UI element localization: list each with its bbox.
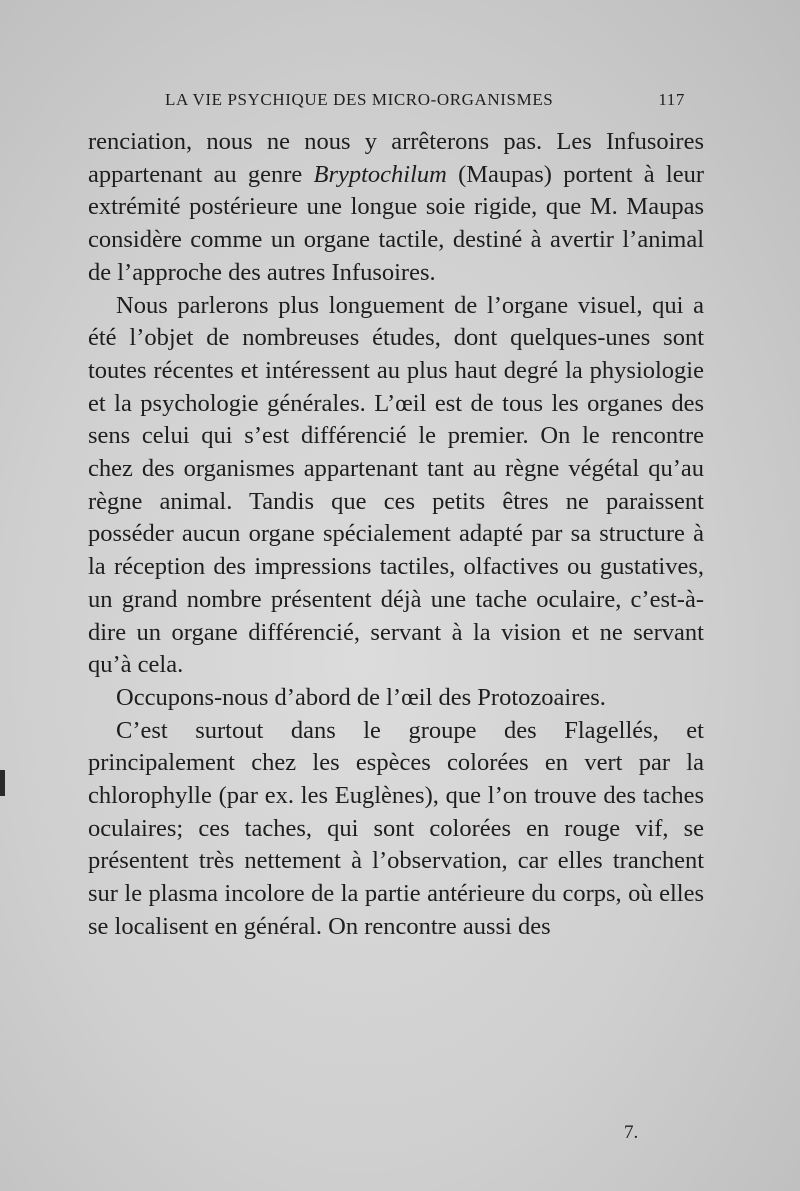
body-text xyxy=(88,126,704,944)
genus-name: Bryptochilum xyxy=(313,160,447,188)
paragraph-continued xyxy=(88,126,704,290)
running-title: LA VIE PSYCHIQUE DES MICRO-ORGANISMES xyxy=(165,90,554,109)
paragraph: C’est surtout dans le groupe des Flagellés, et principalement chez les espèces colorées en vert par la chlorophylle (par ex. les Euglènes), que l’on trouve des taches oculaires; ces taches, qui sont colorées en rouge vif, se présentent très nettement à l’observation, car elles tranchent sur le plasma incolore de la partie antérieure du corps, où elles se localisent en général. On rencontre aussi des xyxy=(88,716,704,940)
paragraph: Nous parlerons plus longuement de l’organe visuel, qui a été l’objet de nombreuses études, dont quelques-unes sont toutes récentes et intéressent au plus haut degré la physiologie et la psychologie générales. L’œil est de tous les organes des sens celui qui s’est différencié le premier. On le rencontre chez des organismes appartenant tant au règne végétal qu’au règne animal. Tandis que ces petits êtres ne paraissent posséder aucun organe spécialement adapté par sa structure à la réception des impressions tactiles, olfactives ou gustatives, un grand nombre présentent déjà une tache oculaire, c’est-à-dire un organe différencié, servant à la vision et ne servant qu’à cela. xyxy=(88,291,704,679)
paragraph: Occupons-nous d’abord de l’œil des Protozoaires. xyxy=(116,683,606,711)
running-head xyxy=(165,90,685,110)
page-number: 117 xyxy=(658,90,685,109)
paragraph-text: (Maupas) portent à leur extrémité postérieure une longue soie rigide, que M. Maupas considère comme un organe tactile, destiné à avertir l’animal de l’approche des autres Infusoires. xyxy=(88,160,704,286)
paragraph-text: renciation, nous ne nous y arrêterons pas. Les Infusoires appartenant au genre xyxy=(88,128,704,188)
signature-mark: 7. xyxy=(624,1122,639,1143)
binding-mark xyxy=(0,770,5,796)
